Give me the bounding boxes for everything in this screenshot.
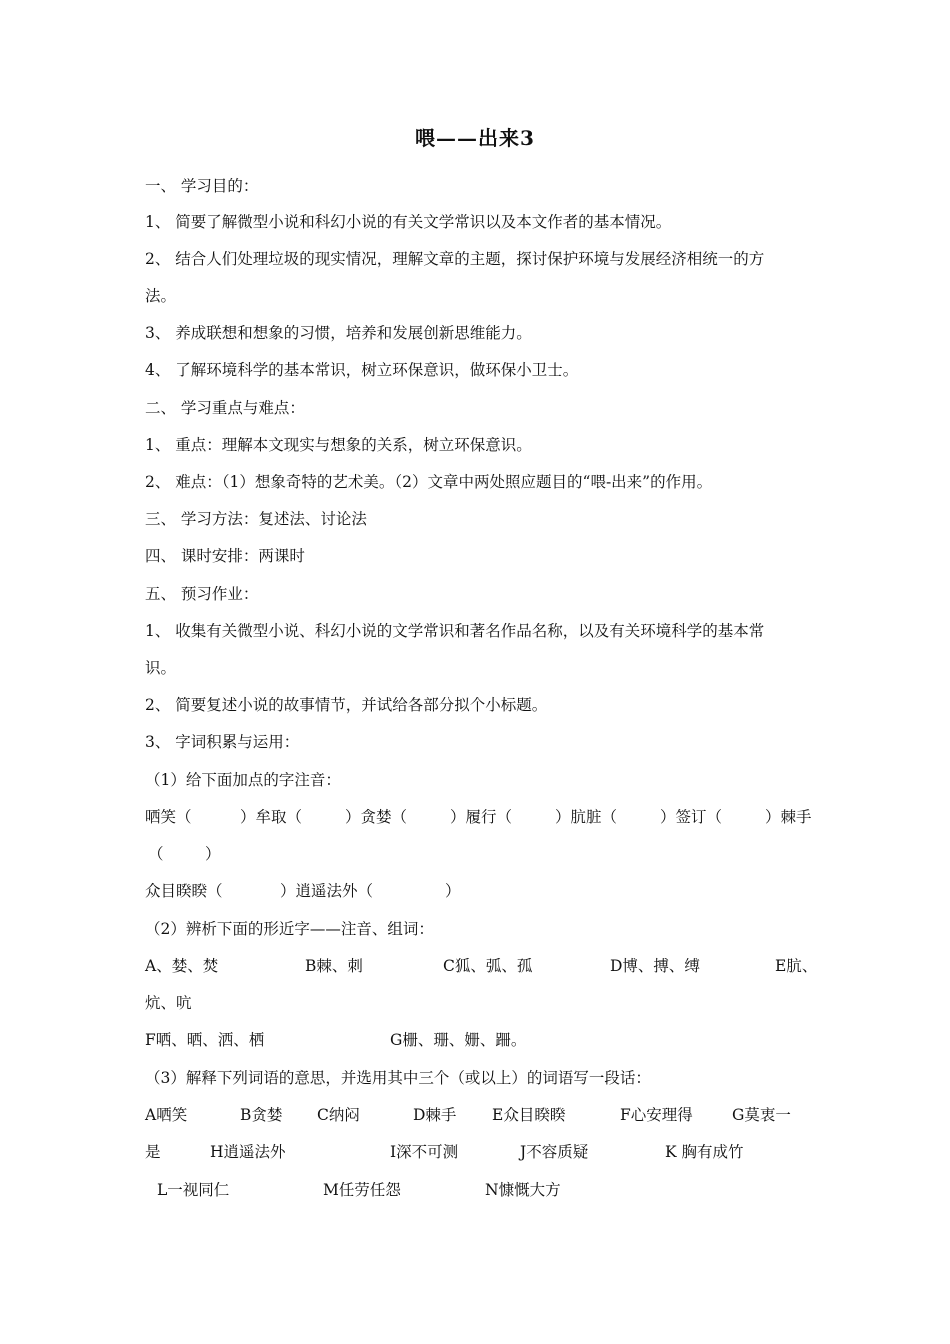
- pinyin-item: ）: [445, 882, 461, 900]
- term: M任劳任怨: [323, 1181, 401, 1199]
- char-group: B棘、刺: [305, 957, 363, 975]
- document-title: 喂——出来3: [415, 126, 535, 150]
- char-group: A、婪、焚: [145, 957, 219, 975]
- homework-3: 3、 字词积累与运用：: [145, 733, 300, 751]
- pinyin-item: ）牟取（: [240, 808, 303, 826]
- pinyin-item: ）: [205, 845, 221, 863]
- question-3: （3）解释下列词语的意思，并选用其中三个（或以上）的词语写一段话：: [145, 1069, 651, 1087]
- homework-2: 2、 简要复述小说的故事情节，并试给各部分拟个小标题。: [145, 696, 548, 714]
- term: 是: [145, 1143, 161, 1161]
- pinyin-item: 哂笑（: [145, 808, 192, 826]
- char-group: E肮、: [775, 957, 818, 975]
- pinyin-item: ）履行（: [450, 808, 513, 826]
- goal-3: 3、 养成联想和想象的习惯，培养和发展创新思维能力。: [145, 324, 532, 342]
- pinyin-item: ）签订（: [660, 808, 723, 826]
- pinyin-item: ）肮脏（: [555, 808, 618, 826]
- term: N慷慨大方: [485, 1181, 561, 1199]
- pinyin-item: ）棘手: [765, 808, 812, 826]
- term: K 胸有成竹: [665, 1143, 744, 1161]
- char-group: D博、搏、缚: [610, 957, 700, 975]
- question-2: （2）辨析下面的形近字——注音、组词：: [145, 920, 434, 938]
- key-point: 1、 重点：理解本文现实与想象的关系，树立环保意识。: [145, 436, 532, 454]
- section-5-heading: 五、 预习作业：: [145, 585, 259, 603]
- homework-1: 1、 收集有关微型小说、科幻小说的文学常识和著名作品名称，以及有关环境科学的基本常: [145, 622, 765, 640]
- term: A哂笑: [145, 1106, 188, 1124]
- term: F心安理得: [620, 1106, 693, 1124]
- term: C纳闷: [317, 1106, 360, 1124]
- section-2-heading: 二、 学习重点与难点：: [145, 399, 305, 417]
- difficult-point: 2、 难点：（1）想象奇特的艺术美。（2）文章中两处照应题目的“喂-出来”的作用。: [145, 473, 713, 491]
- term: J不容质疑: [520, 1143, 589, 1161]
- term: G莫衷一: [732, 1106, 791, 1124]
- term: B贪婪: [240, 1106, 283, 1124]
- pinyin-item: （: [148, 845, 164, 863]
- term: H逍遥法外: [210, 1143, 286, 1161]
- chars-row-2: 炕、吭: [145, 994, 192, 1012]
- goal-2-cont: 法。: [145, 287, 177, 305]
- pinyin-item: ）逍遥法外（: [280, 882, 374, 900]
- section-4-heading: 四、 课时安排：两课时: [145, 547, 305, 565]
- term: L一视同仁: [157, 1181, 230, 1199]
- pinyin-item: ）贪婪（: [345, 808, 408, 826]
- char-group: G栅、珊、姗、跚。: [390, 1031, 527, 1049]
- section-1-heading: 一、 学习目的：: [145, 177, 259, 195]
- term: I深不可测: [390, 1143, 459, 1161]
- pinyin-item: 众目睽睽（: [145, 882, 223, 900]
- term: D棘手: [413, 1106, 457, 1124]
- goal-1: 1、 简要了解微型小说和科幻小说的有关文学常识以及本文作者的基本情况。: [145, 213, 672, 231]
- term: E众目睽睽: [492, 1106, 566, 1124]
- goal-4: 4、 了解环境科学的基本常识，树立环保意识，做环保小卫士。: [145, 361, 579, 379]
- homework-1-cont: 识。: [145, 659, 177, 677]
- goal-2: 2、 结合人们处理垃圾的现实情况，理解文章的主题，探讨保护环境与发展经济相统一的方: [145, 250, 765, 268]
- char-group: F哂、晒、洒、栖: [145, 1031, 265, 1049]
- char-group: C狐、弧、孤: [443, 957, 533, 975]
- section-3-heading: 三、 学习方法：复述法、讨论法: [145, 510, 367, 528]
- question-1: （1）给下面加点的字注音：: [145, 771, 341, 789]
